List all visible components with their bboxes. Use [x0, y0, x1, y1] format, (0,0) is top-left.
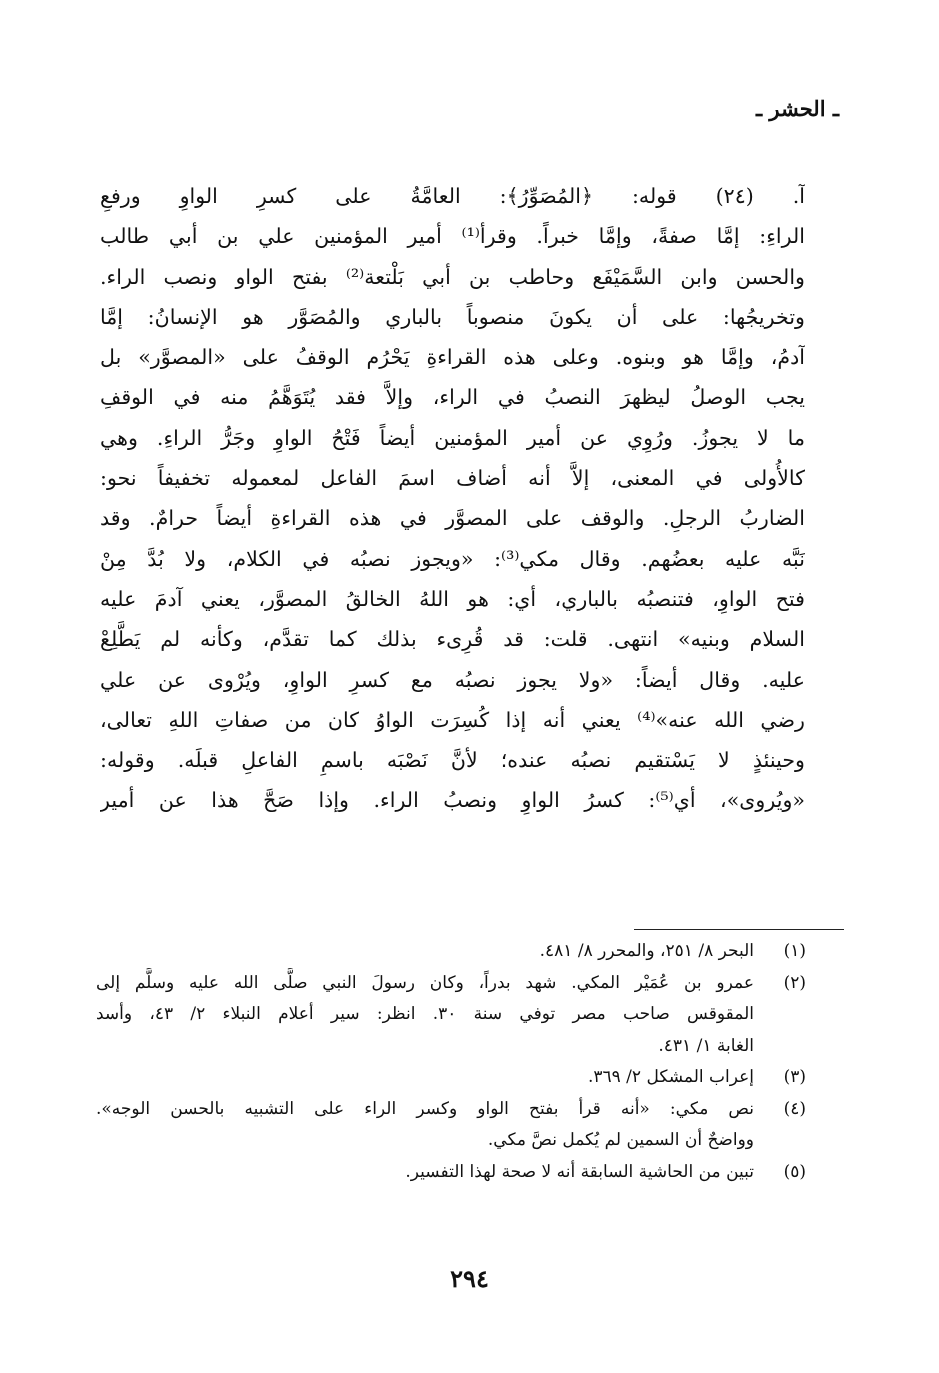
- text-line: فتح الواوِ، فتنصبُه بالباري، أي: هو اللهُ الخالقُ المصوَّر، يعني آدمَ عليه: [100, 586, 805, 611]
- footnote-line: تبين من الحاشية السابقة أنه لا صحة لهذا التفسير.: [405, 1161, 754, 1182]
- footnote-line: عمرو بن عُمَيْر المكي. شهد بدراً، وكان رسولَ النبي صلَّى الله عليه وسلَّم إلى: [96, 972, 754, 993]
- footnote-line: الغابة ١/ ٤٣١.: [658, 1035, 754, 1056]
- footnote-number: (٥): [783, 1161, 806, 1182]
- main-text-body: [100, 176, 805, 916]
- text-line: وتخريجُها: على أن يكونَ منصوباً بالباري والمُصَوَّر هو الإنسانُ: إمَّا: [100, 304, 805, 329]
- text-line: ما لا يجوزُ. ورُوِي عن أمير المؤمنين أيضاً فَتْحُ الواوِ وجَرُّ الراءِ. وهي: [100, 425, 805, 450]
- text-line: كالأُولى في المعنى، إلاَّ أنه أضاف اسمَ الفاعل لمعموله تخفيفاً نحو:: [100, 466, 805, 491]
- text-line: والحسن وابن السَّمَيْفَع وحاطب بن أبي بَلْتعة⁽²⁾ بفتح الواو ونصب الراء.: [100, 264, 805, 289]
- text-line: «ويُروى»، أي⁽⁵⁾: كسرُ الواوِ ونصبُ الراء. وإذا صَحَّ هذا عن أمير: [100, 788, 805, 813]
- footnote-text: [96, 1062, 754, 1094]
- text-line: آدمُ، وإمَّا هو وبنوه. وعلى هذه القراءةِ يَحْرُم الوقفُ على «المصوَّر» بل: [100, 345, 805, 370]
- footnote-line: إعراب المشكل ٢/ ٣٦٩.: [587, 1067, 754, 1087]
- footnote-number: (١): [783, 941, 806, 961]
- footnote-line: وواضحٌ أن السمين لم يُكمل نصَّ مكي.: [487, 1130, 754, 1150]
- footnote-text: [96, 936, 754, 968]
- text-line: يجب الوصلُ ليظهرَ النصبُ في الراء، وإلاَّ فقد يُتَوَهَّمُ منه في الوقفِ: [100, 385, 805, 410]
- footnote-3: [96, 1062, 806, 1094]
- text-line: نَبَّه عليه بعضُهم. وقال مكي⁽³⁾: «ويجوز نصبُه في الكلام، ولا بُدَّ مِنْ: [100, 546, 805, 571]
- footnote-4: [96, 1094, 806, 1157]
- footnote-number: (٢): [783, 972, 806, 993]
- footnote-line: نص مكي: «أنه قرأ بفتح الواو وكسر الراء على التشبيه بالحسن الوجه».: [96, 1098, 754, 1119]
- text-line: الراءِ: إمَّا صفةً، وإمَّا خبراً. وقرأ⁽¹⁾ أمير المؤمنين علي بن أبي طالب: [100, 224, 805, 249]
- footnote-text: [96, 1094, 754, 1157]
- text-line: السلام وبنيه» انتهى. قلت: قد قُرِىء بذلك كما تقدَّم، وكأنه لم يَطَّلِعْ: [100, 627, 805, 652]
- footnote-separator: [634, 929, 844, 930]
- footnotes: [96, 936, 806, 1188]
- footnote-number: (٣): [783, 1067, 806, 1087]
- running-head: ـ الحشر ـ: [755, 96, 839, 121]
- text-line: الضاربُ الرجلِ. والوقف على المصوَّر في هذه القراءةِ أيضاً حرامٌ. وقد: [100, 506, 805, 531]
- footnote-line: المقوقس صاحب مصر توفي سنة ٣٠. انظر: سير أعلام النبلاء ٢/ ٤٣، وأسد: [96, 1004, 754, 1024]
- footnote-text: [96, 968, 754, 1063]
- page-number: ٢٩٤: [450, 1264, 489, 1293]
- footnote-1: [96, 936, 806, 968]
- footnote-line: البحر ٨/ ٢٥١، والمحرر ٨/ ٤٨١.: [539, 941, 754, 961]
- text-line: رضي الله عنه»⁽⁴⁾ يعني أنه إذا كُسِرَت الواوُ كان من صفاتِ اللهِ تعالى،: [100, 707, 805, 732]
- footnote-5: [96, 1157, 806, 1189]
- text-line: وحينئذٍ لا يَسْتقيم نصبُه عنده؛ لأنَّ نَصْبَه باسمِ الفاعلِ قبلَه. وقوله:: [100, 748, 805, 773]
- text-line: عليه. وقال أيضاً: «ولا يجوز نصبُه مع كسرِ الواوِ، ويُرْوى عن علي: [100, 667, 805, 692]
- footnote-text: [96, 1157, 754, 1189]
- footnote-number: (٤): [783, 1098, 806, 1119]
- footnote-2: [96, 968, 806, 1063]
- text-line: آ. (٢٤) قوله: ﴿المُصَوِّرُ﴾: العامَّةُ على كسرِ الواوِ ورفعِ: [100, 184, 805, 208]
